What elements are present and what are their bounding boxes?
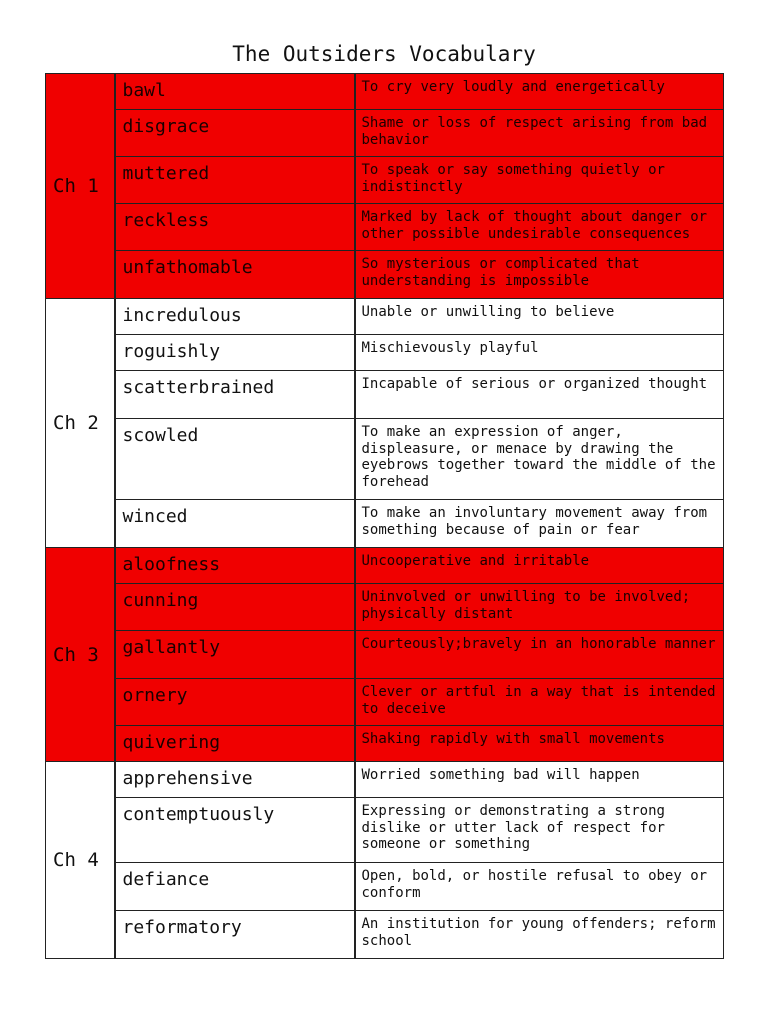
vocab-word: incredulous xyxy=(115,299,355,335)
vocab-row xyxy=(46,911,724,959)
vocab-word: contemptuously xyxy=(115,798,355,863)
vocab-definition: Open, bold, or hostile refusal to obey or conform xyxy=(355,863,724,911)
vocab-definition: Expressing or demonstrating a strong dislike or utter lack of respect for someone or something xyxy=(355,798,724,863)
vocab-definition: To speak or say something quietly or indistinctly xyxy=(355,157,724,204)
vocab-row xyxy=(46,204,724,251)
vocab-word: roguishly xyxy=(115,335,355,371)
page-title: The Outsiders Vocabulary xyxy=(232,42,536,66)
vocab-row xyxy=(46,299,724,335)
vocab-definition: Marked by lack of thought about danger or other possible undesirable consequences xyxy=(355,204,724,251)
vocab-row xyxy=(46,584,724,631)
vocab-row xyxy=(46,548,724,584)
vocab-word: winced xyxy=(115,500,355,548)
vocab-word: ornery xyxy=(115,679,355,726)
vocab-word: apprehensive xyxy=(115,762,355,798)
vocab-word: disgrace xyxy=(115,110,355,157)
vocab-definition: Incapable of serious or organized thought xyxy=(355,371,724,419)
vocab-row xyxy=(46,419,724,500)
vocab-word: aloofness xyxy=(115,548,355,584)
chapter-label: Ch 1 xyxy=(46,74,115,299)
vocab-row xyxy=(46,863,724,911)
vocab-definition: So mysterious or complicated that understanding is impossible xyxy=(355,251,724,299)
vocab-row xyxy=(46,679,724,726)
vocab-row xyxy=(46,500,724,548)
vocab-definition: To cry very loudly and energetically xyxy=(355,74,724,110)
vocab-word: scowled xyxy=(115,419,355,500)
vocab-definition: Worried something bad will happen xyxy=(355,762,724,798)
vocab-definition: Clever or artful in a way that is intended to deceive xyxy=(355,679,724,726)
vocab-row xyxy=(46,157,724,204)
chapter-label: Ch 4 xyxy=(46,762,115,959)
vocab-word: scatterbrained xyxy=(115,371,355,419)
vocab-row xyxy=(46,74,724,110)
vocab-word: cunning xyxy=(115,584,355,631)
vocab-word: unfathomable xyxy=(115,251,355,299)
vocab-word: bawl xyxy=(115,74,355,110)
vocab-row xyxy=(46,726,724,762)
vocab-word: gallantly xyxy=(115,631,355,679)
vocab-definition: To make an expression of anger, displeasure, or menace by drawing the eyebrows together toward the middle of the forehead xyxy=(355,419,724,500)
vocab-definition: Courteously;bravely in an honorable manner xyxy=(355,631,724,679)
chapter-label: Ch 2 xyxy=(46,299,115,548)
vocab-row xyxy=(46,762,724,798)
vocab-row xyxy=(46,371,724,419)
vocab-definition: Uncooperative and irritable xyxy=(355,548,724,584)
vocab-word: reckless xyxy=(115,204,355,251)
vocab-word: quivering xyxy=(115,726,355,762)
vocab-definition: To make an involuntary movement away from something because of pain or fear xyxy=(355,500,724,548)
vocab-row xyxy=(46,251,724,299)
vocab-row xyxy=(46,110,724,157)
vocab-row xyxy=(46,335,724,371)
vocab-definition: Unable or unwilling to believe xyxy=(355,299,724,335)
vocabulary-table xyxy=(45,73,724,959)
vocab-row xyxy=(46,631,724,679)
vocab-definition: Mischievously playful xyxy=(355,335,724,371)
vocab-definition: Shaking rapidly with small movements xyxy=(355,726,724,762)
chapter-label: Ch 3 xyxy=(46,548,115,762)
vocab-definition: An institution for young offenders; reform school xyxy=(355,911,724,959)
vocab-word: muttered xyxy=(115,157,355,204)
vocab-definition: Uninvolved or unwilling to be involved; physically distant xyxy=(355,584,724,631)
vocab-word: reformatory xyxy=(115,911,355,959)
vocab-definition: Shame or loss of respect arising from bad behavior xyxy=(355,110,724,157)
vocab-row xyxy=(46,798,724,863)
vocab-word: defiance xyxy=(115,863,355,911)
